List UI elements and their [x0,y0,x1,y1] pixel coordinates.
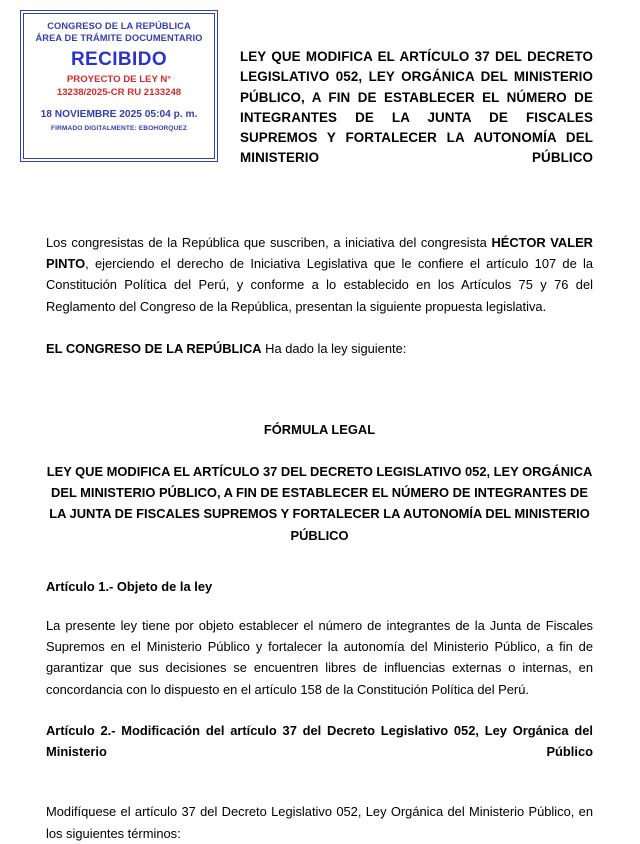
article2-heading-spacer [46,783,593,801]
stamp-project-label: PROYECTO DE LEY N° [66,74,172,85]
intro-text-after: , ejerciendo el derecho de Iniciativa Legislativa que le confiere el artículo 107 de la Constitución Política del Perú, y conforme a lo establecido en los Artículos 75 y 76 del Reglamento del Congreso de la República, presentan la siguiente propuesta legislativa. [46,256,593,314]
article-1-text: La presente ley tiene por objeto establecer el número de integrantes de la Junta de Fiscales Supremos en el Ministerio Público y fortalecer la autonomía del Ministerio Público, a fin de garantizar que sus decisiones se encuentren libres de influencias externas o internas, en concordancia con lo dispuesto en el artículo 158 de la Constitución Política del Perú. [46,618,593,697]
congress-declaration-rest: Ha dado la ley siguiente: [261,340,407,356]
reception-stamp-inner [23,13,215,159]
formula-legal-heading: FÓRMULA LEGAL [263,422,376,438]
article1-spacer [46,546,593,576]
document-body [46,232,593,844]
stamp-organization-line: CONGRESO DE LA REPÚBLICA [47,21,191,31]
intro-text-before: Los congresistas de la República que suscriben, a iniciativa del congresista [46,235,492,250]
legal-formula-title: LEY QUE MODIFICA EL ARTÍCULO 37 DEL DECRETO LEGISLATIVO 052, LEY ORGÁNICA DEL MINISTERIO PÚBLICO, A FIN DE ESTABLECER EL NÚMERO DE INTEGRANTES DE LA JUNTA DE FISCALES SUPREMOS Y FORTALECER LA AUTONOMÍA DEL MINISTERIO PÚBLICO [46,464,593,543]
stamp-datetime: 18 NOVIEMBRE 2025 05:04 p. m. [40,109,198,120]
stamp-project-number: 13238/2025-CR RU 2133248 [56,87,182,98]
article-2-text: Modifíquese el artículo 37 del Decreto Legislativo 052, Ley Orgánica del Ministerio Público, en los siguientes términos: [46,804,593,841]
reception-stamp [20,10,218,162]
stamp-department-line: ÁREA DE TRÁMITE DOCUMENTARIO [35,33,203,43]
article-1-heading: Artículo 1.- Objeto de la ley [46,578,213,594]
article1-heading-spacer [46,597,593,615]
congressman-name: HÉCTOR VALER PINTO [46,235,593,272]
intro-paragraph [46,232,593,317]
article-2-heading: Artículo 2.- Modificación del artículo 37 del Decreto Legislativo 052, Ley Orgánica del Ministerio Público [46,722,593,760]
stamp-status-received: RECIBIDO [70,49,168,70]
stamp-digital-signature: FIRMADO DIGITALMENTE: EBOHORQUEZ [50,125,188,132]
congress-label: EL CONGRESO DE LA REPÚBLICA [46,340,262,356]
congress-declaration [46,338,593,359]
document-header-title: LEY QUE MODIFICA EL ARTÍCULO 37 DEL DECRETO LEGISLATIVO 052, LEY ORGÁNICA DEL MINISTERIO PÚBLICO, A FIN DE ESTABLECER EL NÚMERO DE INTEGRANTES DE LA JUNTA DE FISCALES SUPREMOS Y FORTALECER LA AUTONOMÍA DEL MINISTERIO PÚBLICO [240,49,593,166]
article2-spacer [46,700,593,720]
section-spacer [46,359,593,419]
